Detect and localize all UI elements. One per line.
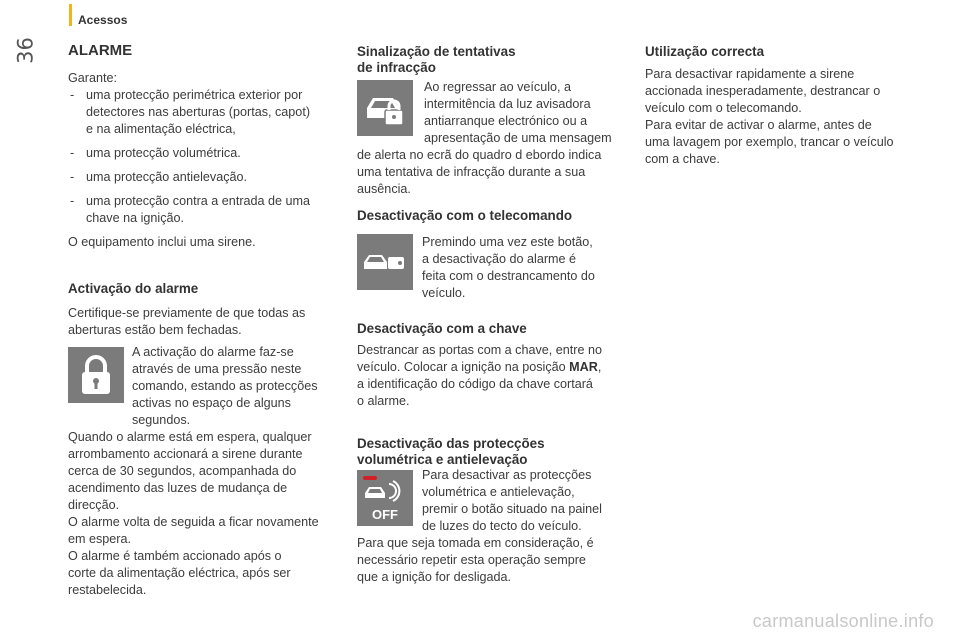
car-key-icon: [362, 247, 408, 277]
off-label: OFF: [372, 507, 398, 522]
immobiliser-warning-icon: [357, 80, 413, 136]
ignition-position-mar: MAR: [569, 360, 598, 374]
section-title: Acessos: [78, 13, 128, 27]
protections-paragraph: Para que seja tomada em consideração, é necessário repetir esta operação sempre que a ignição for desligada.: [357, 536, 594, 584]
page-number: 36: [13, 37, 38, 64]
remote-heading: Desactivação com o telecomando: [357, 208, 573, 223]
lock-button-icon: [68, 347, 124, 403]
activation-heading: Activação do alarme: [68, 281, 199, 296]
activation-icon-text: A activação do alarme faz-se através de uma pressão neste comando, estando as protecções activas no espaço de alguns segundos.: [132, 345, 318, 427]
remote-icon-text: Premindo uma vez este botão, a desactivação do alarme é feita com o destrancamento do veículo.: [422, 235, 595, 300]
key-heading: Desactivação com a chave: [357, 321, 527, 336]
protection-off-button-icon: [357, 470, 413, 526]
correct-use-heading: Utilização correcta: [645, 44, 765, 59]
remote-unlock-icon: [357, 234, 413, 290]
alarm-note: O equipamento inclui uma sirene.: [68, 235, 256, 249]
list-item: - uma protecção volumétrica.: [70, 146, 241, 160]
watermark: carmanualsonline.info: [752, 611, 934, 631]
section-marker: [69, 4, 72, 26]
list-item: - uma protecção perimétrica exterior por detectores nas aberturas (portas, capot) e na alimentação eléctrica,: [70, 88, 311, 136]
signal-icon-text: Ao regressar ao veículo, a intermitência da luz avisadora antiarranque electrónico ou a apresentação de uma mensagem: [424, 80, 612, 145]
alarm-intro: Garante:: [68, 71, 118, 85]
key-paragraph: Destrancar as portas com a chave, entre no veículo. Colocar a ignição na posição MAR, a identificação do código da chave cortará o alarme.: [357, 343, 603, 408]
activation-paragraph: Quando o alarme está em espera, qualquer arrombamento accionará a sirene durante cerca de 30 segundos, acompanhada do acendimento das luzes de mudança de direcção. O alarme volta de seguida a ficar novamente em espera. O alarme é também accionado após o corte da alimentação eléctrica, após ser restabelecida.: [68, 430, 319, 597]
car-lock-icon: [363, 88, 407, 128]
list-item: - uma protecção antielevação.: [70, 170, 248, 184]
protections-icon-text: Para desactivar as protecções volumétrica e antielevação, premir o botão situado na painel de luzes do tecto do veículo.: [422, 468, 602, 533]
column-alarm: [68, 42, 343, 339]
activation-section: Activação do alarme Certifique-se previamente de que todas as aberturas estão bem fechadas.: [68, 281, 343, 339]
alarm-title: ALARME: [68, 42, 133, 59]
padlock-icon: [76, 353, 116, 397]
correct-use-paragraph: Para desactivar rapidamente a sirene accionada inesperadamente, destrancar o veículo com o telecomando. Para evitar de activar o alarme, antes de uma lavagem por exemplo, trancar o veículo com a chave.: [645, 67, 894, 166]
signal-paragraph: de alerta no ecrã do quadro d ebordo indica uma tentativa de infracção durante a sua ausência.: [357, 148, 602, 196]
alarm-off-icon: [359, 472, 411, 524]
protections-heading: Desactivação das protecções volumétrica e antielevação: [357, 436, 545, 467]
signal-heading: Sinalização de tentativas de infracção: [357, 44, 516, 75]
list-item: - uma protecção contra a entrada de uma chave na ignição.: [70, 194, 311, 225]
